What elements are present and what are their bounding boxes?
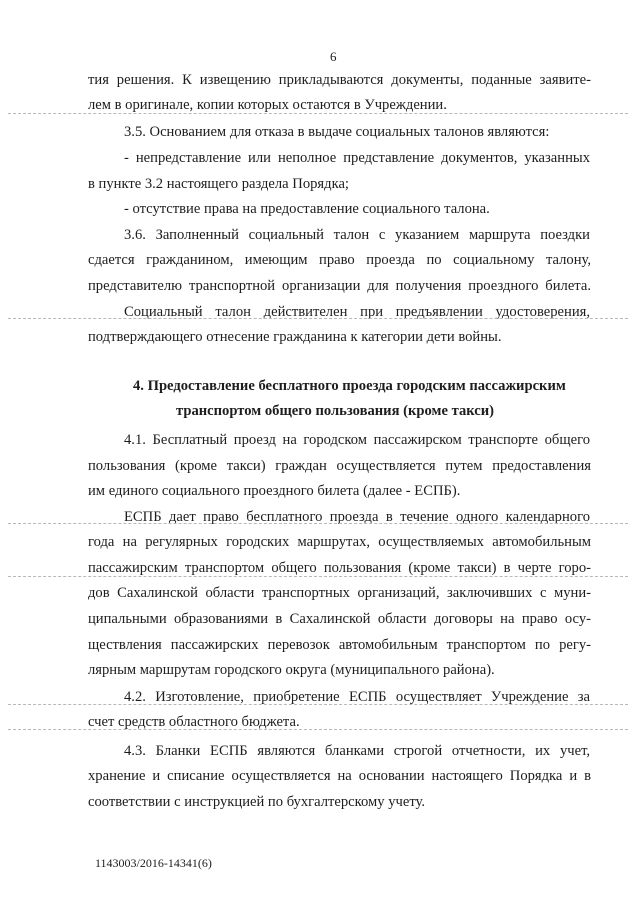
paragraph-line: 4.2. Изготовление, приобретение ЕСПБ осуществляет Учреждение за xyxy=(124,689,590,705)
paragraph-line: пассажирским транспортом общего пользования (кроме такси) в черте горо- xyxy=(88,560,591,576)
paragraph-line: ципальными образованиями в Сахалинской области договоры на право осу- xyxy=(88,611,591,627)
paragraph-line: хранение и списание осуществляется на основании настоящего Порядка и в xyxy=(88,768,591,784)
paragraph-line: лярным маршрутам городского округа (муниципального района). xyxy=(88,662,495,678)
paragraph-line: ществления пассажирских перевозок автомобильным транспортом по регу- xyxy=(88,637,591,653)
section-heading: транспортом общего пользования (кроме такси) xyxy=(176,403,495,419)
paragraph-line: ЕСПБ дает право бесплатного проезда в течение одного календарного xyxy=(124,509,590,525)
paragraph-line: Социальный талон действителен при предъявлении удостоверения, xyxy=(124,304,590,320)
scan-artifact-line xyxy=(8,318,628,319)
paragraph-line: - непредставление или неполное представление документов, указанных xyxy=(124,150,590,166)
scan-artifact-line xyxy=(8,523,628,524)
paragraph-line: 4.1. Бесплатный проезд на городском пассажирском транспорте общего xyxy=(124,432,590,448)
section-heading: 4. Предоставление бесплатного проезда городским пассажирским xyxy=(133,378,566,394)
paragraph-line: им единого социального проездного билета (далее - ЕСПБ). xyxy=(88,483,461,499)
scan-artifact-line xyxy=(8,113,628,114)
paragraph-line: в пункте 3.2 настоящего раздела Порядка; xyxy=(88,176,349,192)
paragraph-line: года на регулярных городских маршрутах, осуществляемых автомобильным xyxy=(88,534,591,550)
scan-artifact-line xyxy=(8,576,628,577)
paragraph-line: 3.6. Заполненный социальный талон с указанием маршрута поездки xyxy=(124,227,590,243)
paragraph-line: сдается гражданином, имеющим право проезда по социальному талону, xyxy=(88,252,591,268)
paragraph-line: подтверждающего отнесение гражданина к категории дети войны. xyxy=(88,329,502,345)
paragraph-line: лем в оригинале, копии которых остаются в Учреждении. xyxy=(88,97,447,113)
paragraph-line: пользования (кроме такси) граждан осуществляется путем предоставления xyxy=(88,458,591,474)
document-code: 1143003/2016-14341(6) xyxy=(95,856,212,870)
paragraph-line: счет средств областного бюджета. xyxy=(88,714,300,730)
paragraph-line: тия решения. К извещению прикладываются документы, поданные заявите- xyxy=(88,72,591,88)
paragraph-line: - отсутствие права на предоставление социального талона. xyxy=(124,201,490,217)
paragraph-line: дов Сахалинской области транспортных организаций, заключивших с муни- xyxy=(88,585,591,601)
paragraph-line: соответствии с инструкцией по бухгалтерскому учету. xyxy=(88,794,425,810)
scan-artifact-line xyxy=(8,704,628,705)
scan-artifact-line xyxy=(8,729,628,730)
page-number: 6 xyxy=(330,49,337,64)
paragraph-line: 3.5. Основанием для отказа в выдаче социальных талонов являются: xyxy=(124,124,550,140)
paragraph-line: представителю транспортной организации для получения проездного билета. xyxy=(88,278,591,294)
paragraph-line: 4.3. Бланки ЕСПБ являются бланками строгой отчетности, их учет, xyxy=(124,743,590,759)
